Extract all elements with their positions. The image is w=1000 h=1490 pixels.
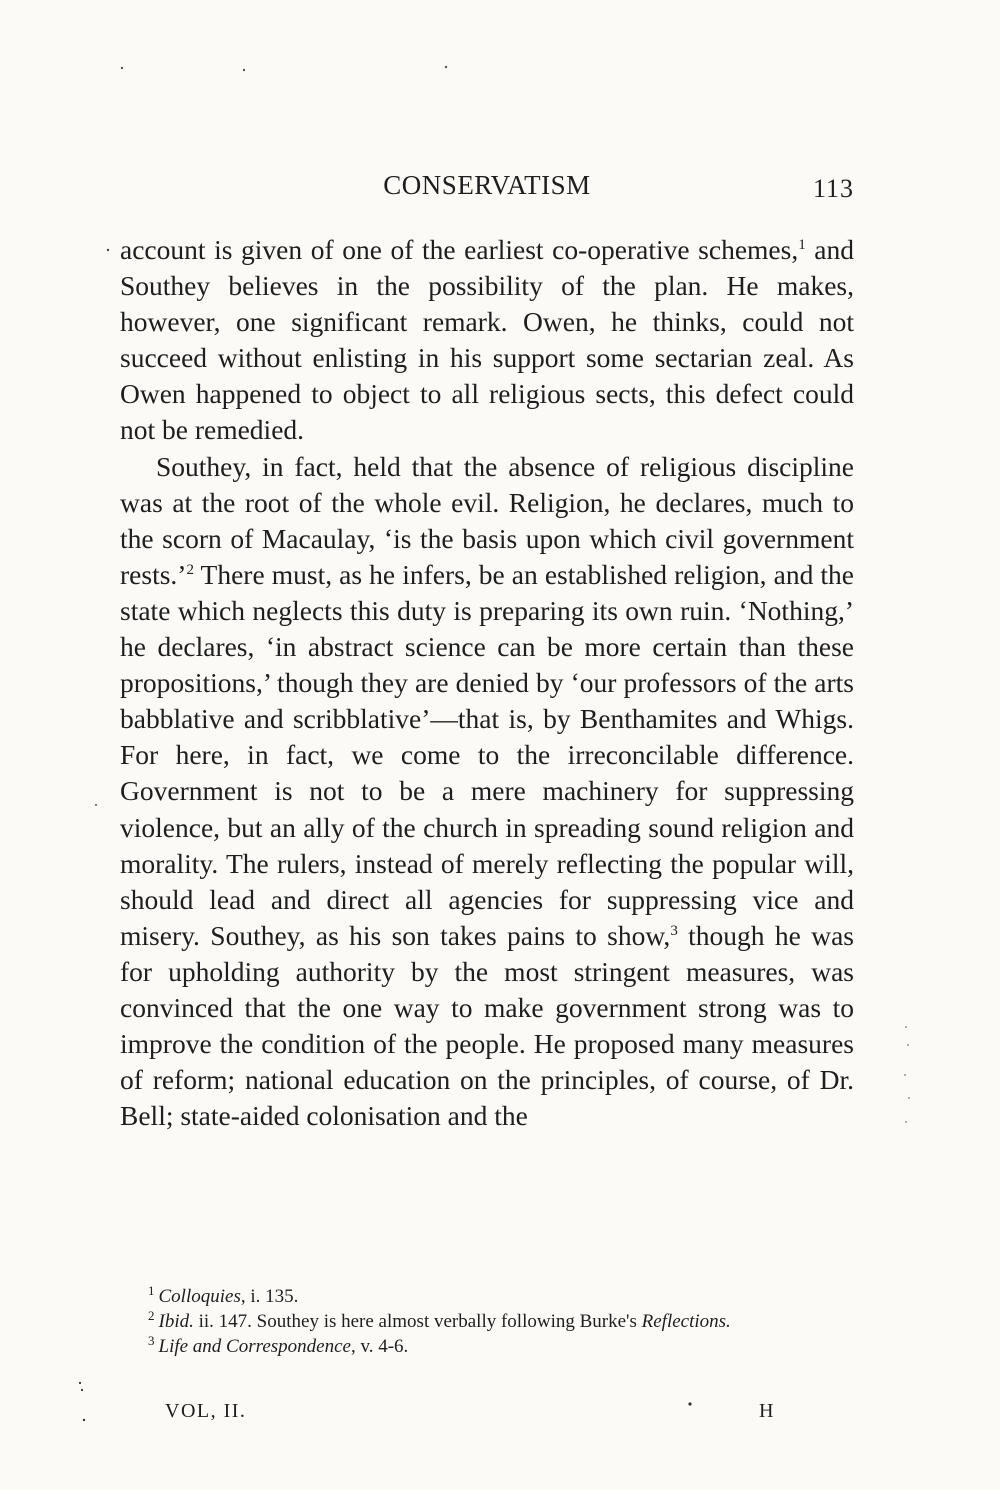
footnote-2-mark: 2 xyxy=(148,1307,155,1323)
footnote-2 xyxy=(130,1309,860,1334)
footnote-1-text: , i. 135. xyxy=(240,1286,299,1307)
footnote-2-text: ii. 147. Southey is here almost verbally following Burke's xyxy=(193,1311,642,1332)
page-number: 113 xyxy=(812,174,854,203)
footnote-3-mark: 3 xyxy=(148,1332,155,1348)
footnote-3 xyxy=(130,1334,860,1359)
volume-mark: VOL, II. xyxy=(165,1400,247,1422)
signature-line xyxy=(165,1400,775,1426)
paragraph-1-part-1: account is given of one of the earliest co-operative schemes, xyxy=(120,234,799,265)
body-text xyxy=(120,232,854,1134)
footnote-3-text: , v. 4-6. xyxy=(350,1336,409,1357)
footnote-1 xyxy=(130,1284,860,1309)
page-header xyxy=(120,168,854,208)
paragraph-1 xyxy=(120,232,854,449)
footnote-1-mark: 1 xyxy=(148,1282,155,1298)
signature-letter: H xyxy=(759,1400,775,1422)
footnotes xyxy=(130,1284,860,1359)
paragraph-2-part-2: There must, as he infers, be an established religion, and the state which neglects this duty is preparing its own ruin. ‘Nothing,’ he declares, ‘in abstract science can be more certain than these propositions,’ though they are denied by ‘our professors of the arts babblative and scribblative’—that is, by Benthamites and Whigs. For here, in fact, we come to the irreconcilable difference. Government is not to be a mere machinery for suppressing violence, but an ally of the church in spreading sound religion and morality. The rulers, instead of merely reflecting the popular will, should lead and direct all agencies for suppressing vice and misery. Southey, as his son takes pains to show, xyxy=(120,558,854,951)
footnote-3-title: Life and Correspondence xyxy=(158,1336,351,1357)
footnote-ref-3: 3 xyxy=(670,922,678,939)
paragraph-2 xyxy=(120,449,854,1135)
footnote-ref-1: 1 xyxy=(798,236,806,253)
footnote-2-title: Ibid. xyxy=(158,1311,194,1332)
footnote-ref-2: 2 xyxy=(186,561,194,578)
footnote-2-title-2: Reflections. xyxy=(641,1311,731,1332)
footnote-1-title: Colloquies xyxy=(158,1286,241,1307)
running-title: CONSERVATISM xyxy=(383,170,591,200)
paragraph-2-part-1: Southey, in fact, held that the absence of religious discipline was at the root of the whole evil. Religion, he declares, much to the scorn of Macaulay, ‘is the basis upon which civil government rests.’ xyxy=(120,450,854,590)
paragraph-2-part-3: though he was for upholding authority by the most stringent measures, was convinced that the one way to make government strong was to improve the condition of the people. He proposed many measures of reform; national education on the principles, of course, of Dr. Bell; state-aided colonisation and the xyxy=(120,919,854,1132)
paragraph-1-part-2: and Southey believes in the possibility of the plan. He makes, however, one significant remark. Owen, he thinks, could not succeed without enlisting in his support some sectarian zeal. As Owen happened to object to all religious sects, this defect could not be remedied. xyxy=(120,234,854,446)
